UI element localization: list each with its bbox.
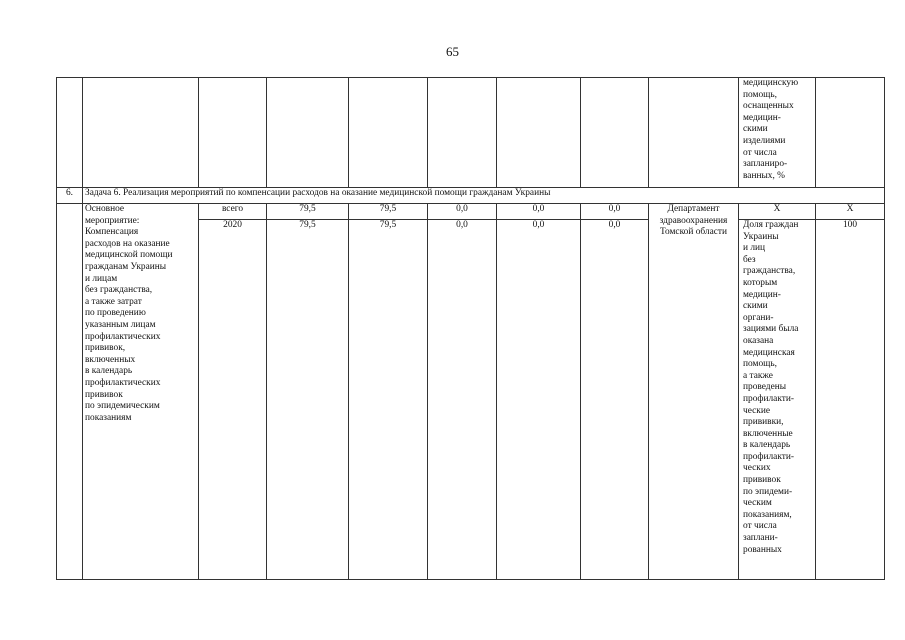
cell-executor [649, 78, 739, 188]
cell-total [267, 78, 349, 188]
table-row-total [57, 204, 885, 220]
value-local-2020: 0,0 [497, 220, 581, 580]
target-value: 100 [816, 220, 885, 580]
target-mark: X [816, 204, 885, 220]
value-local: 0,0 [497, 204, 581, 220]
table-row-continuation [57, 78, 885, 188]
cell-other [581, 78, 649, 188]
value-regional: 0,0 [428, 204, 497, 220]
indicator-mark: X [739, 204, 816, 220]
period-total: всего [199, 204, 267, 220]
executor: Департамент здравоохранения Томской области [649, 204, 739, 580]
cell-indicator-text: медицинскую помощь, оснащенных медицин- скими изделиями от числа запланиро- ванных, % [739, 78, 816, 188]
cell-measure [83, 78, 199, 188]
cell-local [497, 78, 581, 188]
value-federal: 79,5 [349, 204, 428, 220]
period-year: 2020 [199, 220, 267, 580]
measure-number-cell [57, 204, 83, 580]
cell-period [199, 78, 267, 188]
value-other-2020: 0,0 [581, 220, 649, 580]
cell-federal [349, 78, 428, 188]
cell-target [816, 78, 885, 188]
table-row-task [57, 188, 885, 204]
value-total: 79,5 [267, 204, 349, 220]
measure-name: Основное мероприятие: Компенсация расходов на оказание медицинской помощи гражданам Украины и лицам без гражданства, а также затрат по проведению указанным лицам профилактических прививок, включенных в календарь профилактических прививок по эпидемическим показаниям [83, 204, 199, 580]
value-federal-2020: 79,5 [349, 220, 428, 580]
cell-regional [428, 78, 497, 188]
cell-number [57, 78, 83, 188]
task-title: Задача 6. Реализация мероприятий по компенсации расходов на оказание медицинской помощи гражданам Украины [83, 188, 885, 204]
value-other: 0,0 [581, 204, 649, 220]
task-number: 6. [57, 188, 83, 204]
page-number: 65 [446, 44, 459, 59]
value-total-2020: 79,5 [267, 220, 349, 580]
program-table [56, 77, 885, 580]
indicator-text: Доля граждан Украины и лиц без гражданства, которым медицин- скими органи- зациями была оказана медицинская помощь, а также проведены профилакти- ческие прививки, включенные в календарь профилакти- ческих прививок по эпидеми- ческим показаниям, от числа заплани- рованных [739, 220, 816, 580]
value-regional-2020: 0,0 [428, 220, 497, 580]
